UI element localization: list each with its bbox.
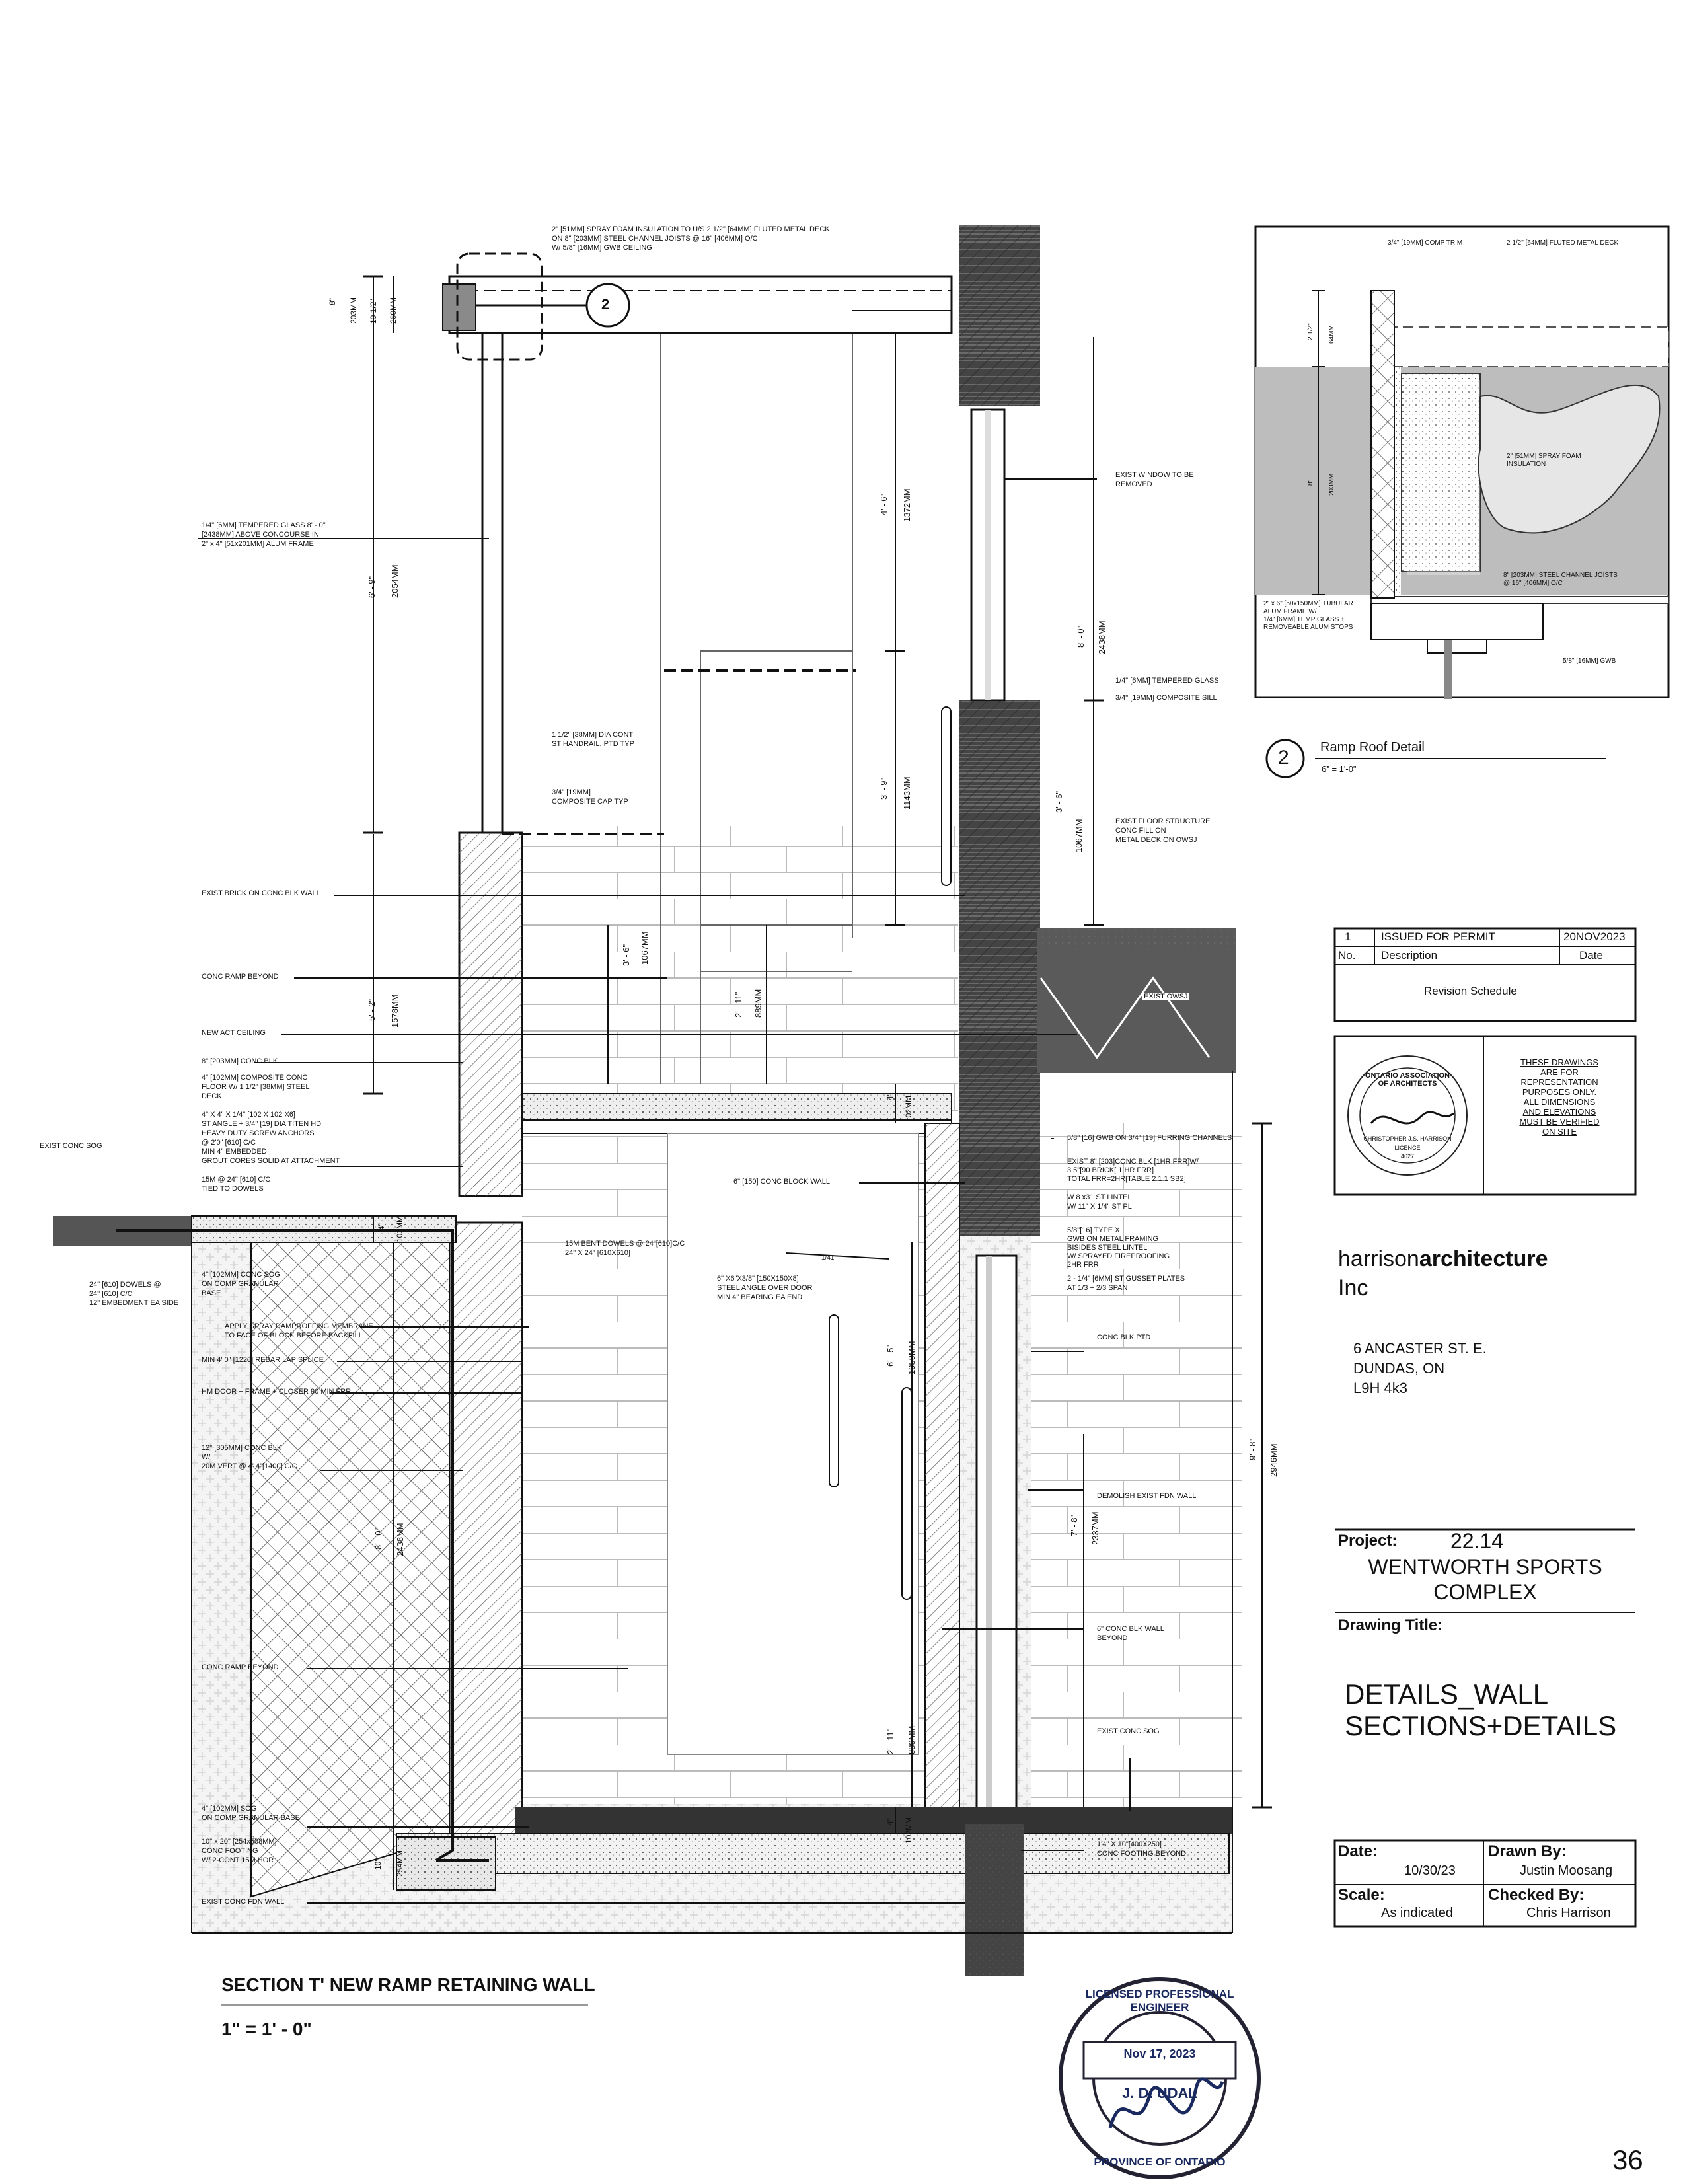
note-line: TIED TO DOWELS bbox=[202, 1185, 264, 1193]
date-label: Date: bbox=[1338, 1842, 1378, 1860]
note-line: ON COMP GRANULAR BASE bbox=[202, 1814, 300, 1822]
note-line: 15M @ 24" [610] C/C bbox=[202, 1176, 271, 1184]
dim-254: 254MM bbox=[395, 1850, 404, 1877]
ramp-beyond-note: CONC RAMP BEYOND bbox=[202, 973, 279, 981]
detail-dim-8: 8" bbox=[1307, 479, 1314, 486]
project-label: Project: bbox=[1338, 1532, 1398, 1550]
dim-4-6: 4' - 6" bbox=[879, 493, 889, 515]
drawing-title-line: SECTIONS+DETAILS bbox=[1345, 1710, 1617, 1741]
dim-102-c: 102MM bbox=[904, 1817, 913, 1844]
project-name bbox=[1335, 1554, 1635, 1604]
detail-dim-212: 2 1/2" bbox=[1307, 323, 1314, 340]
dim-102-b: 102MM bbox=[395, 1215, 404, 1242]
owsj-label: EXIST OWSJ bbox=[1142, 993, 1189, 1000]
blk8-note: 8" [203MM] CONC BLK bbox=[202, 1057, 278, 1065]
sog4-note bbox=[202, 1270, 280, 1298]
engineer-date: Nov 17, 2023 bbox=[1123, 2047, 1196, 2060]
note-line: REMOVED bbox=[1115, 480, 1152, 488]
dim-10-b: 10" bbox=[373, 1858, 383, 1870]
note-line: CONC FOOTING BEYOND bbox=[1097, 1850, 1187, 1858]
sog-bottom bbox=[515, 1807, 1232, 1834]
dim-260: 260MM bbox=[389, 297, 398, 324]
dim-4-c: 4" bbox=[885, 1818, 895, 1825]
note-line: MIN 4" BEARING EA END bbox=[717, 1293, 803, 1301]
section-tag: 1/41 bbox=[821, 1254, 835, 1261]
dim-2-11-a: 2' - 11" bbox=[733, 991, 743, 1018]
scale-label: Scale: bbox=[1338, 1886, 1385, 1904]
note-line: REMOVEABLE ALUM STOPS bbox=[1263, 624, 1353, 631]
dim-2438: 2438MM bbox=[1097, 621, 1107, 654]
note-line: MIN 4" EMBEDDED bbox=[202, 1148, 267, 1156]
note-line: 12" EMBEDMENT EA SIDE bbox=[89, 1299, 179, 1307]
note-line: 20M VERT @ 4' 4"[1400] C/C bbox=[202, 1462, 297, 1470]
note-line: 4" [102MM] COMPOSITE CONC bbox=[202, 1074, 308, 1082]
note-line: 2" [51MM] SPRAY FOAM bbox=[1507, 453, 1581, 460]
note-line: AND ELEVATIONS bbox=[1522, 1107, 1596, 1117]
note-line: BASE bbox=[202, 1289, 221, 1297]
note-line: 8" [203MM] STEEL CHANNEL JOISTS bbox=[1503, 572, 1618, 579]
exist-sog-note: EXIST CONC SOG bbox=[40, 1142, 102, 1150]
note-line: 4" X 4" X 1/4" [102 X 102 X6] bbox=[202, 1111, 295, 1119]
note-line: STEEL ANGLE OVER DOOR bbox=[717, 1284, 813, 1292]
act-ceiling-note: NEW ACT CEILING bbox=[202, 1029, 266, 1037]
drawn-by-value: Justin Moosang bbox=[1520, 1864, 1613, 1878]
note-line: ARE FOR bbox=[1540, 1067, 1579, 1077]
note-line: TOTAL FRR=2HR[TABLE 2.1.1 SB2] bbox=[1067, 1175, 1186, 1183]
note-line: W/ 2-CONT 15M HOR bbox=[202, 1856, 274, 1864]
note-line: 3.5"[90 BRICK[ 1 HR FRR] bbox=[1067, 1166, 1154, 1174]
dim-8-0-b: 8' - 0" bbox=[373, 1527, 383, 1550]
dim-8-0: 8' - 0" bbox=[1076, 625, 1086, 648]
note-line: ALUM FRAME W/ bbox=[1263, 608, 1317, 615]
note-line: 1'4" X 10"[400X250] bbox=[1097, 1840, 1162, 1848]
door-opening bbox=[667, 1133, 918, 1754]
drawing-title-line: DETAILS_WALL bbox=[1345, 1678, 1549, 1710]
rev-schedule-title: Revision Schedule bbox=[1424, 985, 1517, 997]
address-line: 6 ANCASTER ST. E. bbox=[1353, 1340, 1487, 1357]
dim-5-2: 5' - 2" bbox=[367, 998, 377, 1021]
note-line: 1/4" [6MM] TEMPERED GLASS 8' - 0" bbox=[202, 521, 326, 529]
exist-blk-note bbox=[1067, 1158, 1199, 1184]
note-line: 4" [102MM] CONC SOG bbox=[202, 1271, 280, 1279]
note-line: 6" CONC BLK WALL bbox=[1097, 1625, 1164, 1633]
dim-3-9: 3' - 9" bbox=[879, 777, 889, 800]
firm-name-a: harrison bbox=[1338, 1246, 1419, 1271]
dim-1372: 1372MM bbox=[902, 488, 912, 522]
page-number: 36 bbox=[1612, 2144, 1643, 2175]
dim-1143: 1143MM bbox=[902, 776, 912, 810]
note-line: ON 8" [203MM] STEEL CHANNEL JOISTS @ 16" [406MM] O/C bbox=[552, 235, 758, 243]
note-line: TO FACE OF BLOCK BEFORE BACKFILL bbox=[225, 1332, 363, 1339]
brick-note: EXIST BRICK ON CONC BLK WALL bbox=[202, 889, 320, 897]
note-line: W/ SPRAYED FIREPROOFING bbox=[1067, 1252, 1170, 1260]
detail-title: Ramp Roof Detail bbox=[1320, 740, 1425, 755]
note-line: 24" X 24" [610X610] bbox=[565, 1249, 630, 1257]
window-note bbox=[1115, 471, 1194, 489]
note-line: METAL DECK ON OWSJ bbox=[1115, 836, 1197, 844]
note-line: 3/4" [19MM] bbox=[552, 788, 591, 796]
dim-1067-a: 1067MM bbox=[1074, 819, 1084, 852]
note-line: 4" [102MM] SOG bbox=[202, 1805, 257, 1813]
ramp-beyond-note-2: CONC RAMP BEYOND bbox=[202, 1663, 279, 1671]
dim-1067-b: 1067MM bbox=[640, 931, 650, 965]
dim-2946: 2946MM bbox=[1269, 1443, 1279, 1477]
detail-foam-note bbox=[1507, 453, 1581, 469]
dim-889-b: 889MM bbox=[907, 1725, 917, 1754]
note-line: BEYOND bbox=[1097, 1634, 1128, 1642]
handrail-note bbox=[552, 730, 634, 749]
sog-bottom-note bbox=[202, 1804, 300, 1823]
note-line: 15M BENT DOWELS @ 24"[610]C/C bbox=[565, 1240, 685, 1248]
floor-note bbox=[202, 1073, 309, 1101]
dim-9-8: 9' - 8" bbox=[1248, 1438, 1257, 1460]
note-line: W/ 11" X 1/4" ST PL bbox=[1067, 1203, 1132, 1211]
damp-note bbox=[225, 1322, 373, 1340]
note-line: BISIDES STEEL LINTEL bbox=[1067, 1244, 1148, 1252]
note-line: W/ bbox=[202, 1453, 211, 1461]
blk6-beyond-note bbox=[1097, 1624, 1164, 1643]
oaa-licence: LICENCE bbox=[1394, 1145, 1421, 1151]
glass-frame-post bbox=[482, 291, 502, 833]
detail-title-number: 2 bbox=[1278, 747, 1289, 769]
rev-date-value: 20NOV2023 bbox=[1563, 930, 1626, 943]
gusset-note bbox=[1067, 1274, 1185, 1293]
note-line: THESE DRAWINGS bbox=[1520, 1057, 1598, 1067]
firm-inc: Inc bbox=[1338, 1275, 1368, 1300]
fdn-note: EXIST CONC FDN WALL bbox=[202, 1898, 285, 1906]
section-scale: 1" = 1' - 0" bbox=[221, 2019, 312, 2039]
detail-dim-203: 203MM bbox=[1328, 473, 1335, 496]
date-value: 10/30/23 bbox=[1404, 1864, 1456, 1878]
detail-trim-note: 3/4" [19MM] COMP TRIM bbox=[1388, 239, 1463, 246]
note-line: CONC FOOTING bbox=[202, 1847, 258, 1855]
note-line: @ 2'0" [610] C/C bbox=[202, 1139, 256, 1147]
note-line: COMPOSITE CAP TYP bbox=[552, 798, 628, 806]
footing-beyond-note bbox=[1097, 1840, 1186, 1858]
dim-889-a: 889MM bbox=[753, 989, 763, 1018]
dim-102-a: 102MM bbox=[904, 1095, 913, 1122]
dim-3-6-a: 3' - 6" bbox=[1054, 790, 1064, 813]
note-line: APPLY SPRAY DAMPROFFING MEMBRANE bbox=[225, 1322, 373, 1330]
note-line: PURPOSES ONLY. bbox=[1522, 1087, 1597, 1097]
lintel-note bbox=[1067, 1193, 1132, 1211]
engineer-ring-text: LICENSED PROFESSIONAL ENGINEER bbox=[1085, 1988, 1234, 2014]
note-line: @ 16" [406MM] O/C bbox=[1503, 580, 1563, 587]
note-line: CONC FILL ON bbox=[1115, 827, 1166, 835]
note-line: 5/8"[16] TYPE X bbox=[1067, 1226, 1120, 1234]
dowel24-note bbox=[89, 1280, 178, 1308]
cap-note bbox=[552, 788, 628, 806]
dim-7-8: 7' - 8" bbox=[1069, 1514, 1079, 1536]
roof-note bbox=[552, 225, 830, 252]
note-line: FLOOR W/ 1 1/2" [38MM] STEEL bbox=[202, 1083, 310, 1091]
note-line: EXIST 8" [203]CONC BLK [1HR FRR]W/ bbox=[1067, 1158, 1199, 1166]
note-line: 2" x 6" [50x150MM] TUBULAR bbox=[1263, 600, 1353, 607]
bent-dowel-note bbox=[565, 1239, 685, 1258]
note-line: DECK bbox=[202, 1092, 222, 1100]
project-name-line: WENTWORTH SPORTS bbox=[1368, 1555, 1602, 1579]
demolish-note: DEMOLISH EXIST FDN WALL bbox=[1097, 1492, 1197, 1500]
floor-structure-note bbox=[1115, 817, 1210, 845]
note-line: 12" [305MM] CONC BLK bbox=[202, 1444, 282, 1452]
drawing-title bbox=[1345, 1678, 1616, 1742]
note-line: INSULATION bbox=[1507, 461, 1546, 468]
note-line: ALL DIMENSIONS bbox=[1523, 1097, 1596, 1107]
oaa-number: 4627 bbox=[1400, 1153, 1415, 1160]
firm-name-b: architecture bbox=[1419, 1246, 1548, 1271]
drawn-by-label: Drawn By: bbox=[1488, 1842, 1567, 1860]
engineer-province: PROVINCE OF ONTARIO bbox=[1094, 2156, 1226, 2168]
checked-by-value: Chris Harrison bbox=[1526, 1906, 1611, 1920]
detail-gwb-note: 5/8" [16MM] GWB bbox=[1563, 658, 1616, 665]
callout-number: 2 bbox=[601, 296, 610, 313]
note-line: ON COMP GRANULAR bbox=[202, 1280, 279, 1288]
note-line: ST HANDRAIL, PTD TYP bbox=[552, 740, 634, 748]
dowel15-note bbox=[202, 1175, 270, 1193]
detail-deck-note: 2 1/2" [64MM] FLUTED METAL DECK bbox=[1507, 239, 1619, 246]
dim-203: 203MM bbox=[349, 297, 358, 324]
drawing-title-label: Drawing Title: bbox=[1338, 1616, 1443, 1634]
note-line: 24" [610] C/C bbox=[89, 1290, 133, 1298]
glass-note bbox=[202, 521, 326, 548]
checked-by-label: Checked By: bbox=[1488, 1886, 1585, 1904]
tempered-glass-note: 1/4" [6MM] TEMPERED GLASS bbox=[1115, 677, 1219, 685]
project-number: 22.14 bbox=[1450, 1529, 1504, 1553]
note-line: MUST BE VERIFIED bbox=[1519, 1117, 1600, 1127]
detail-dim-64: 64MM bbox=[1328, 325, 1335, 344]
rev-date-header: Date bbox=[1579, 949, 1603, 961]
note-line: W/ 5/8" [16MM] GWB CEILING bbox=[552, 244, 652, 252]
address-line: L9H 4k3 bbox=[1353, 1380, 1407, 1396]
gwb-note: 5/8" [16] GWB ON 3/4" [19] FURRING CHANNELS bbox=[1067, 1134, 1232, 1142]
project-name-line: COMPLEX bbox=[1433, 1580, 1537, 1604]
note-line: 2" x 4" [51x201MM] ALUM FRAME bbox=[202, 540, 314, 548]
note-line: [2438MM] ABOVE CONCOURSE IN bbox=[202, 531, 319, 539]
dim-6-5: 6' - 5" bbox=[885, 1344, 895, 1367]
note-line: 2 - 1/4" [6MM] ST GUSSET PLATES bbox=[1067, 1275, 1185, 1283]
note-line: 6" X6"X3/8" [150X150X8] bbox=[717, 1275, 799, 1283]
oaa-ring-text: ONTARIO ASSOCIATION OF ARCHITECTS bbox=[1365, 1072, 1450, 1088]
engineer-name: J. D. UDAL bbox=[1122, 2085, 1197, 2101]
dim-2337: 2337MM bbox=[1090, 1511, 1100, 1545]
dim-8: 8" bbox=[328, 298, 337, 305]
rev-desc-value: ISSUED FOR PERMIT bbox=[1381, 930, 1495, 943]
note-line: HEAVY DUTY SCREW ANCHORS bbox=[202, 1129, 315, 1137]
note-line: ST ANGLE + 3/4" [19] DIA TITEN HD bbox=[202, 1120, 322, 1128]
scale-value: As indicated bbox=[1381, 1906, 1453, 1920]
section-title: SECTION T' NEW RAMP RETAINING WALL bbox=[221, 1975, 595, 1995]
note-line: 2HR FRR bbox=[1067, 1261, 1099, 1269]
lap-note: MIN 4' 0" [1220] REBAR LAP SPLICE bbox=[202, 1356, 324, 1364]
exist-sog-right-note: EXIST CONC SOG bbox=[1097, 1727, 1160, 1735]
dim-6-9: 6' - 9" bbox=[367, 576, 377, 598]
firm-address bbox=[1353, 1339, 1487, 1398]
blk-ptd-note: CONC BLK PTD bbox=[1097, 1334, 1151, 1341]
detail-joist-note bbox=[1503, 572, 1618, 587]
note-line: 1/4" [6MM] TEMP GLASS + bbox=[1263, 616, 1345, 623]
note-line: 2" [51MM] SPRAY FOAM INSULATION TO U/S 2 1/2" [64MM] FLUTED METAL DECK bbox=[552, 225, 830, 233]
address-line: DUNDAS, ON bbox=[1353, 1360, 1445, 1376]
blk12-note bbox=[202, 1443, 297, 1471]
note-line: REPRESENTATION bbox=[1520, 1077, 1598, 1087]
dim-4-a: 4" bbox=[885, 1093, 895, 1100]
note-line: EXIST FLOOR STRUCTURE bbox=[1115, 817, 1211, 825]
note-line: 24" [610] DOWELS @ bbox=[89, 1281, 161, 1289]
dim-3-6-b: 3' - 6" bbox=[621, 944, 631, 966]
firm-name bbox=[1338, 1246, 1548, 1272]
dim-2-11-b: 2' - 11" bbox=[885, 1728, 895, 1754]
rev-no-header: No. bbox=[1338, 949, 1356, 961]
rev-desc-header: Description bbox=[1381, 949, 1438, 961]
dim-10: 10 1/2" bbox=[369, 299, 378, 324]
backfill-hatch bbox=[251, 1242, 449, 1897]
dim-1578: 1578MM bbox=[390, 994, 400, 1028]
detail-frame-note bbox=[1263, 600, 1353, 632]
block-wall-note: 6" [150] CONC BLOCK WALL bbox=[733, 1178, 830, 1186]
note-line: W 8 x31 ST LINTEL bbox=[1067, 1193, 1132, 1201]
detail-scale: 6" = 1'-0" bbox=[1322, 764, 1357, 774]
footing-note bbox=[202, 1837, 277, 1865]
dim-2438-b: 2438MM bbox=[395, 1523, 405, 1556]
note-line: 1 1/2" [38MM] DIA CONT bbox=[552, 731, 634, 739]
note-line: GWB ON METAL FRAMING bbox=[1067, 1235, 1159, 1243]
note-line: AT 1/3 + 2/3 SPAN bbox=[1067, 1284, 1128, 1292]
hm-door-note: HM DOOR + FRAME + CLOSER 90 MIN FRR bbox=[202, 1388, 352, 1396]
dim-2054: 2054MM bbox=[390, 564, 400, 598]
angle-note bbox=[202, 1110, 340, 1166]
steel-angle-note bbox=[717, 1274, 812, 1302]
typex-note bbox=[1067, 1226, 1170, 1269]
dim-4-b: 4" bbox=[377, 1223, 386, 1230]
note-line: EXIST WINDOW TO BE bbox=[1115, 471, 1194, 479]
oaa-name: CHRISTOPHER J.S. HARRISON bbox=[1363, 1135, 1452, 1142]
drawing-disclaimer bbox=[1487, 1057, 1632, 1137]
note-line: ON SITE bbox=[1542, 1127, 1577, 1137]
note-line: 10" x 20" [254x508MM] bbox=[202, 1838, 277, 1846]
dim-1959: 1959MM bbox=[907, 1341, 917, 1374]
note-line: GROUT CORES SOLID AT ATTACHMENT bbox=[202, 1157, 340, 1165]
rev-no-value: 1 bbox=[1345, 930, 1351, 943]
sill-note: 3/4" [19MM] COMPOSITE SILL bbox=[1115, 694, 1217, 702]
